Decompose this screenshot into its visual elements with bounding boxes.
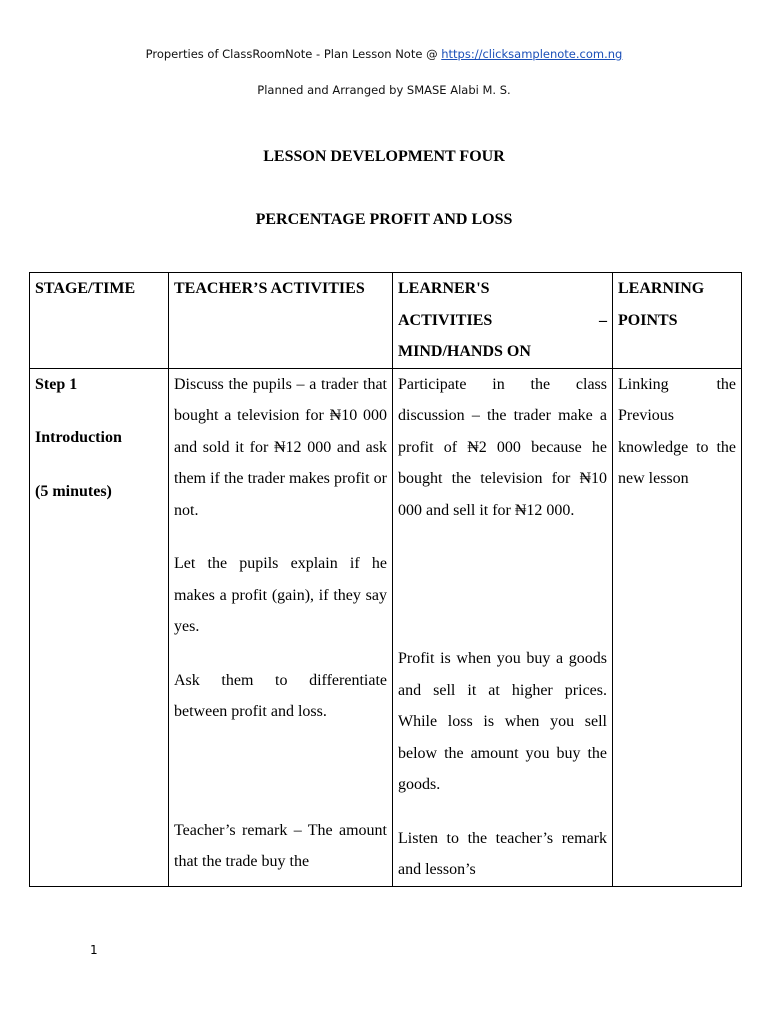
teacher-paragraph-3: Ask them to differentiate between profit and loss.	[174, 671, 387, 720]
header-points-line-2: POINTS	[618, 311, 678, 329]
header-teacher-activities: TEACHER’S ACTIVITIES	[169, 273, 393, 369]
website-link[interactable]: https://clicksamplenote.com.ng	[441, 47, 623, 61]
teacher-activities-cell	[169, 368, 393, 886]
points-paragraph-1: Linking the Previous knowledge to the new lesson	[618, 375, 736, 487]
step-label: Step 1	[35, 375, 78, 393]
page-number: 1	[90, 943, 98, 957]
header-stage-time: STAGE/TIME	[30, 273, 169, 369]
table-row	[30, 368, 742, 886]
header-learner-line-3: MIND/HANDS ON	[398, 343, 531, 360]
header-learner-activities	[393, 273, 613, 369]
table-header-row	[30, 273, 742, 369]
header-points-line-1: LEARNING	[618, 280, 705, 297]
learner-paragraph-1: Participate in the class discussion – the trader make a profit of ₦2 000 because he bought the television for ₦10 000 and sell it for ₦12 000.	[398, 375, 607, 519]
lesson-title: LESSON DEVELOPMENT FOUR	[263, 148, 505, 165]
lesson-subtitle: PERCENTAGE PROFIT AND LOSS	[255, 211, 513, 228]
stage-time: (5 minutes)	[35, 482, 112, 500]
stage-name: Introduction	[35, 429, 122, 446]
header-text: Properties of ClassRoomNote - Plan Lesson Note @	[145, 47, 442, 61]
lesson-table	[29, 272, 742, 887]
stage-cell	[30, 368, 169, 886]
header-line-2: Planned and Arranged by SMASE Alabi M. S.	[257, 83, 511, 97]
header-learning-points	[613, 273, 742, 369]
learner-paragraph-2: Profit is when you buy a goods and sell it at higher prices. While loss is when you sell below the amount you buy the goods.	[398, 650, 607, 793]
header-learner-line-1: LEARNER'S	[398, 280, 490, 297]
learning-points-cell	[613, 368, 742, 886]
header-learner-line-2: ACTIVITIES –	[398, 311, 607, 329]
teacher-paragraph-1: Discuss the pupils – a trader that bought a television for ₦10 000 and sold it for ₦12 000 and ask them if the trader makes profit or not.	[174, 375, 387, 519]
learner-activities-cell	[393, 368, 613, 886]
teacher-paragraph-4: Teacher’s remark – The amount that the trade buy the	[174, 821, 387, 870]
teacher-paragraph-2: Let the pupils explain if he makes a profit (gain), if they say yes.	[174, 555, 387, 635]
header-line-1	[0, 47, 768, 61]
learner-paragraph-3: Listen to the teacher’s remark and lesson’s	[398, 829, 607, 878]
